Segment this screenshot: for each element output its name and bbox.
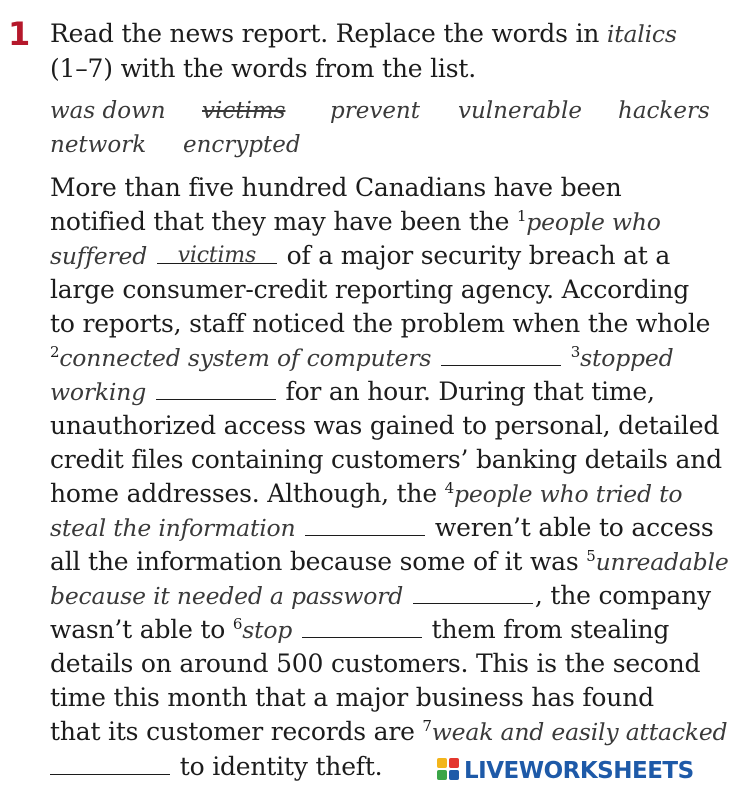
report-line: More than five hundred Canadians have been [50,173,622,202]
answer-blank-6[interactable] [302,613,422,638]
answer-blank-1[interactable]: victims [157,239,277,264]
report-line: notified that they may have been the $^1$people who [50,207,661,236]
instruction-line-1: Read the news report. Replace the words in italics [50,19,677,48]
report-line: home addresses. Although, the $^4$people who tried to [50,479,683,508]
word-list-item-used: victims [202,98,286,124]
answer-blank-4[interactable] [305,511,425,536]
word-list-item: vulnerable [458,98,582,124]
word-list-item: network [50,132,147,158]
report-line: unauthorized access was gained to personal, detailed [50,411,720,440]
report-line: working for an hour. During that time, [50,377,655,406]
report-line: suffered victims of a major security breach at a [50,241,671,270]
report-line: large consumer-credit reporting agency. According [50,275,690,304]
answer-blank-2[interactable] [441,341,561,366]
report-line: to identity theft. [50,750,382,784]
report-line: $^2$connected system of computers $^3$stopped [50,343,674,372]
report-line: time this month that a major business has found [50,683,654,712]
report-line: to reports, staff noticed the problem when the whole [50,309,711,338]
report-line: steal the information weren’t able to access [50,513,714,542]
liveworksheets-logo [436,757,694,785]
answer-blank-3[interactable] [156,375,276,400]
word-list-item: hackers [618,98,710,124]
liveworksheets-wordmark: LIVEWORKSHEETS [464,758,694,784]
liveworksheets-logo-icon [436,757,460,781]
word-list-item: encrypted [183,132,301,158]
report-line: all the information because some of it was $^5$unreadable [50,547,729,576]
exercise-number: 1 [8,15,31,53]
answer-blank-7[interactable] [50,750,170,775]
instruction-italic-word: italics [606,20,677,48]
instruction-line-2: (1–7) with the words from the list. [50,54,476,83]
report-line: credit files containing customers’ banking details and [50,445,722,474]
report-line: wasn’t able to $^6$stop them from stealing [50,615,670,644]
report-line: that its customer records are $^7$weak and easily attacked [50,717,728,746]
answer-blank-5[interactable] [413,579,533,604]
report-line: details on around 500 customers. This is the second [50,649,701,678]
word-list-item: prevent [330,98,420,124]
report-line: because it needed a password , the company [50,581,711,610]
word-list-item: was down [50,98,166,124]
